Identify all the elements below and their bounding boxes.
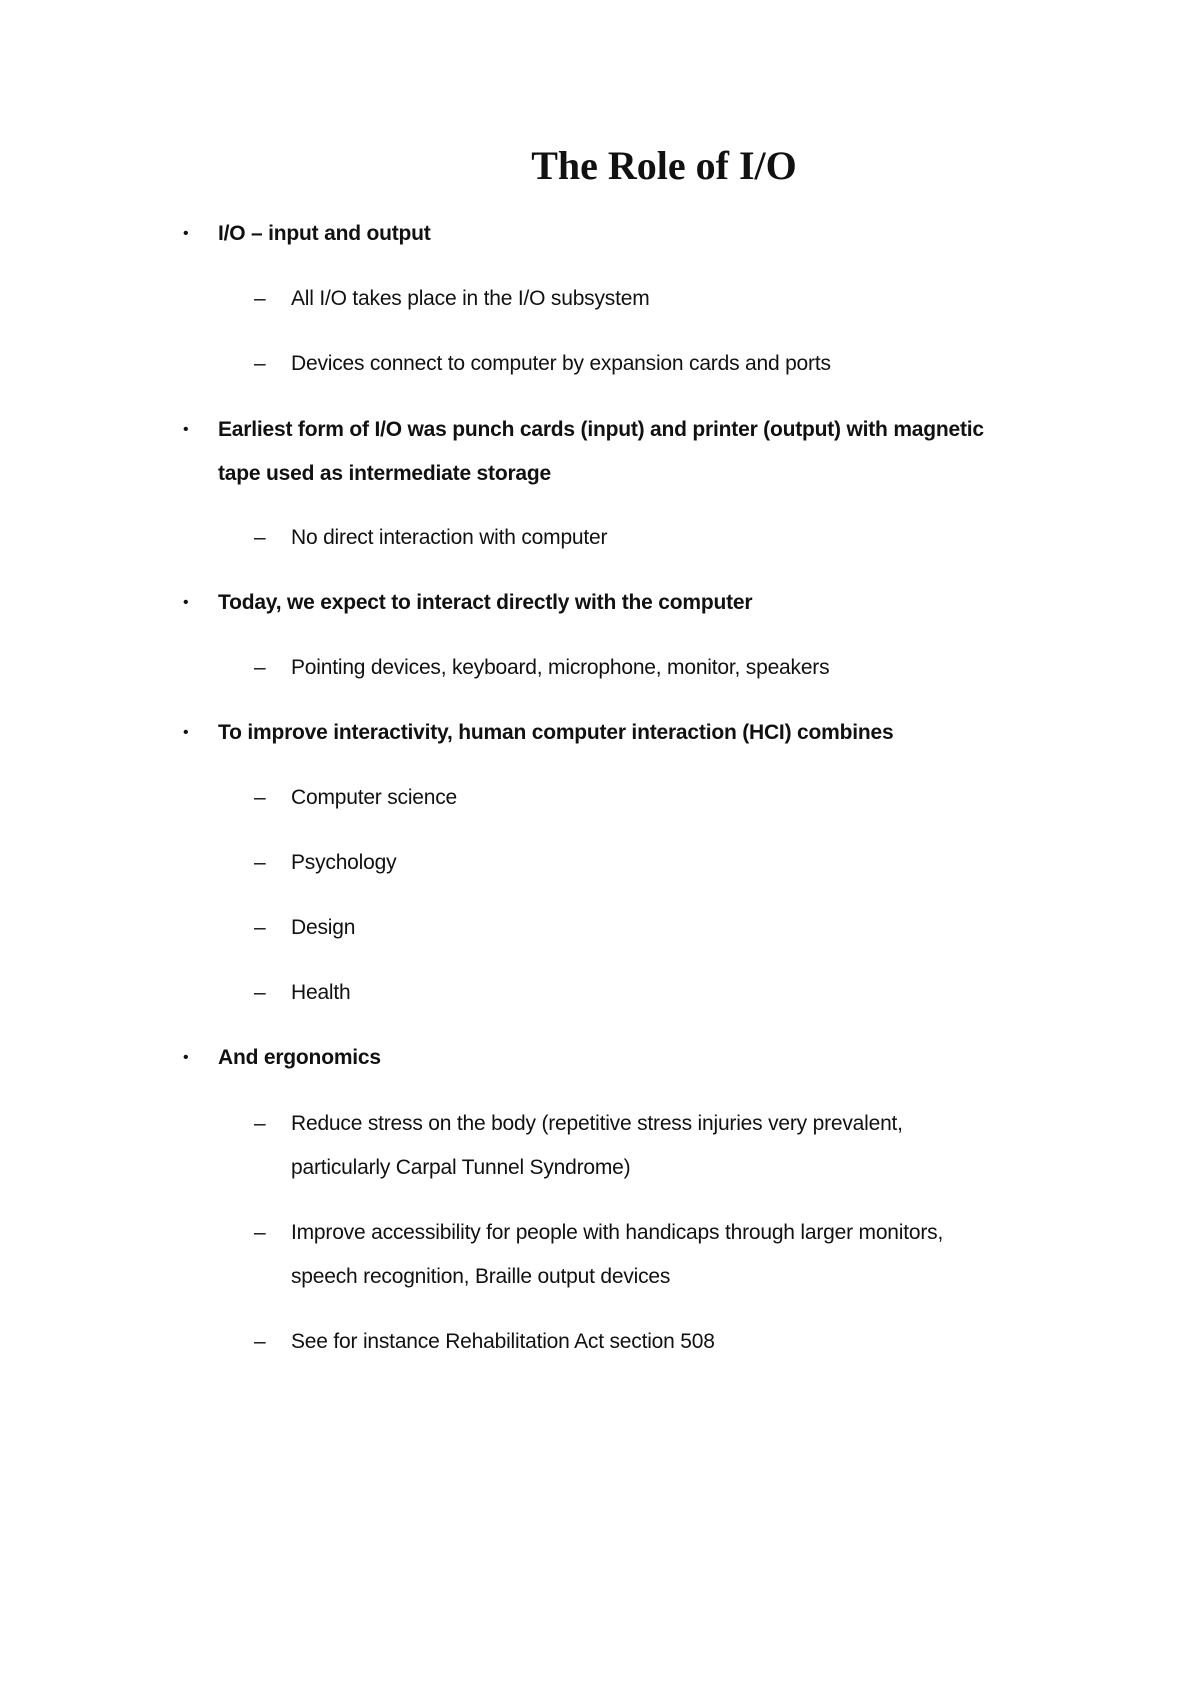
page-title: The Role of I/O (531, 143, 797, 188)
dash-icon: – (254, 1221, 266, 1244)
bullet-item-4: To improve interactivity, human computer interaction (HCI) combines (218, 721, 894, 744)
sub-item-4-4: Health (291, 981, 351, 1004)
dash-icon: – (254, 1330, 266, 1353)
sub-item-4-1: Computer science (291, 786, 458, 809)
dash-icon: – (254, 981, 266, 1004)
sub-item-5-2-line2: speech recognition, Braille output devices (291, 1265, 671, 1288)
sub-item-3-1: Pointing devices, keyboard, microphone, monitor, speakers (291, 656, 830, 679)
dash-icon: – (254, 851, 266, 874)
sub-item-1-1: All I/O takes place in the I/O subsystem (291, 287, 650, 310)
bullet-icon: • (183, 724, 189, 741)
bullet-icon: • (183, 594, 189, 611)
dash-icon: – (254, 656, 266, 679)
sub-item-5-1-line2: particularly Carpal Tunnel Syndrome) (291, 1156, 631, 1179)
bullet-item-5: And ergonomics (218, 1046, 381, 1069)
dash-icon: – (254, 352, 266, 375)
sub-item-5-2-line1: Improve accessibility for people with handicaps through larger monitors, (291, 1221, 944, 1244)
sub-item-2-1: No direct interaction with computer (291, 526, 608, 549)
sub-item-5-3: See for instance Rehabilitation Act section 508 (291, 1330, 715, 1353)
dash-icon: – (254, 916, 266, 939)
dash-icon: – (254, 287, 266, 310)
bullet-icon: • (183, 421, 189, 438)
dash-icon: – (254, 786, 266, 809)
sub-item-5-1-line1: Reduce stress on the body (repetitive stress injuries very prevalent, (291, 1112, 903, 1135)
bullet-item-2-line1: Earliest form of I/O was punch cards (input) and printer (output) with magnetic (218, 418, 984, 441)
bullet-icon: • (183, 225, 189, 242)
bullet-item-2-line2: tape used as intermediate storage (218, 462, 552, 485)
dash-icon: – (254, 1112, 266, 1135)
sub-item-1-2: Devices connect to computer by expansion cards and ports (291, 352, 831, 375)
sub-item-4-2: Psychology (291, 851, 397, 874)
bullet-item-3: Today, we expect to interact directly with the computer (218, 591, 753, 614)
bullet-icon: • (183, 1049, 189, 1066)
sub-item-4-3: Design (291, 916, 356, 939)
dash-icon: – (254, 526, 266, 549)
bullet-item-1: I/O – input and output (218, 222, 431, 245)
